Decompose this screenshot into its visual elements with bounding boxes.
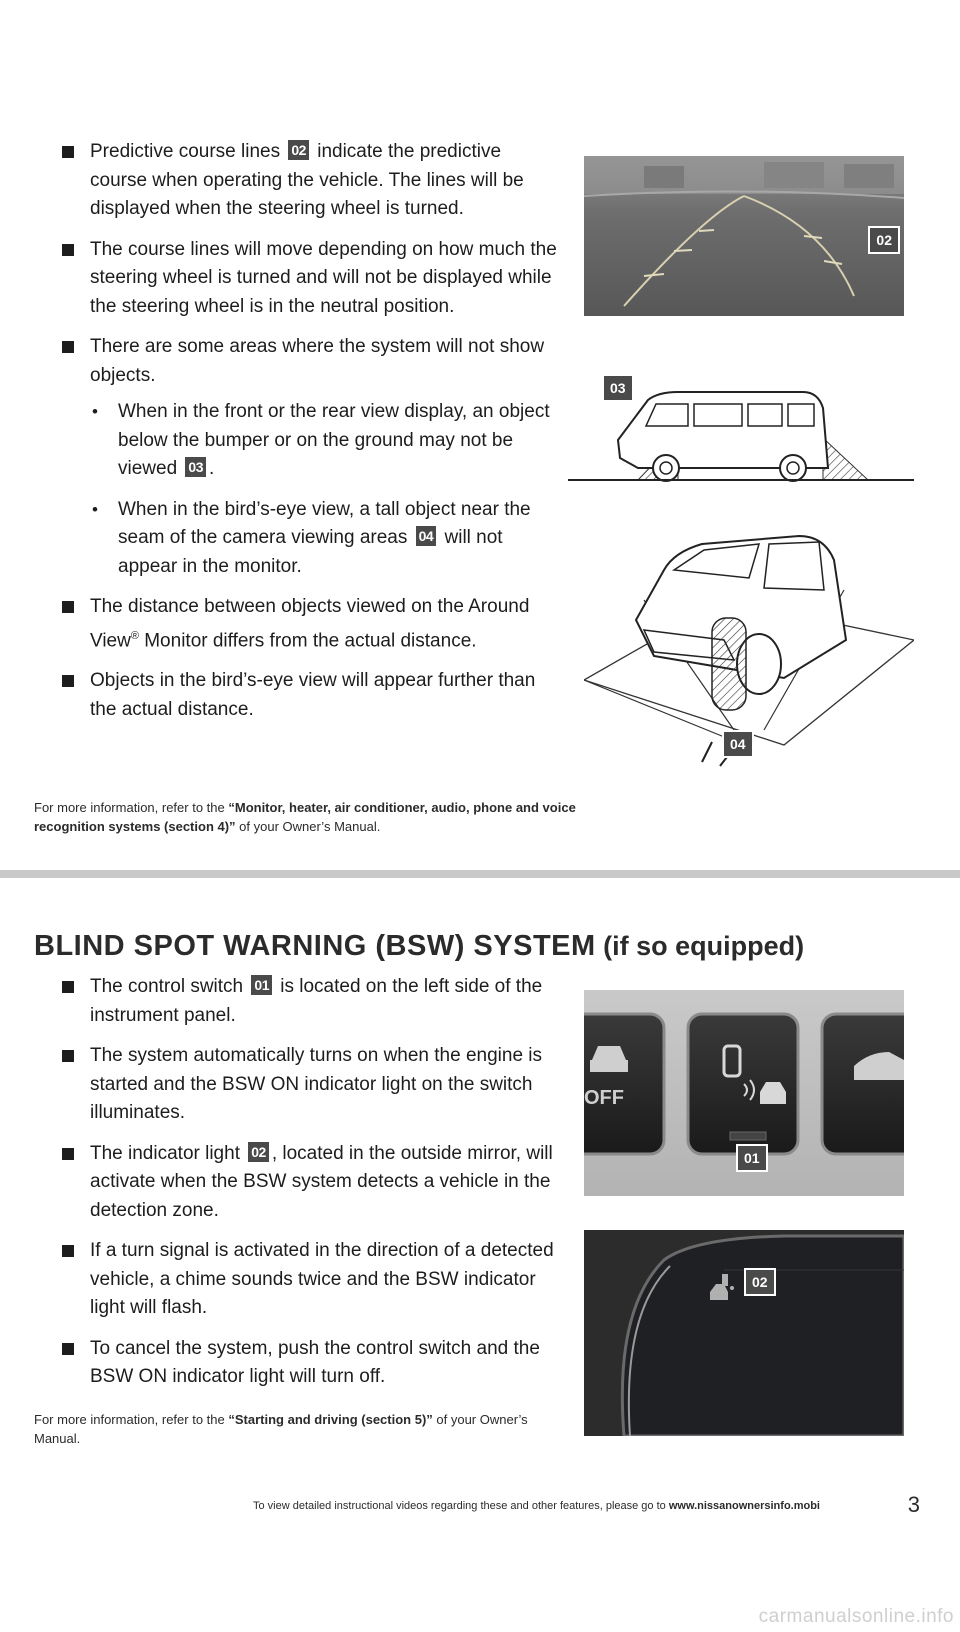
bsw-bullet-list bbox=[62, 973, 562, 1404]
rear-camera-image bbox=[584, 156, 904, 316]
bullet-text: , located in the outside mirror, will activate when the BSW system detects a vehicle in the detection zone. bbox=[90, 1142, 553, 1221]
van-front-badge: 04 bbox=[722, 730, 754, 758]
bsw-mirror-figure bbox=[584, 1230, 904, 1436]
bullet-turn-signal: If a turn signal is activated in the direction of a detected vehicle, a chime sounds twice and the BSW indicator light will flash. bbox=[62, 1237, 562, 1323]
bullet-distance-differs bbox=[62, 593, 572, 655]
bsw-reference-note bbox=[34, 1410, 544, 1448]
bullet-predictive-lines bbox=[62, 138, 562, 224]
footer-text: To view detailed instructional videos regarding these and other features, please go to bbox=[253, 1500, 669, 1512]
bullet-text: is located on the left side of the instrument panel. bbox=[90, 976, 543, 1026]
bullet-text: The control switch bbox=[90, 976, 249, 997]
bullet-text: When in the front or the rear view display, an object below the bumper or on the ground may not be viewed bbox=[118, 401, 550, 479]
note-text: of your Owner’s Manual. bbox=[235, 819, 381, 834]
bullet-text: indicate the predictive course when operating the vehicle. The lines will be displayed when the steering wheel is turned. bbox=[90, 141, 524, 219]
mirror-image bbox=[584, 1230, 904, 1436]
mirror-badge: 02 bbox=[744, 1268, 776, 1296]
bullet-indicator-light bbox=[62, 1140, 562, 1226]
page-number: 3 bbox=[907, 1492, 920, 1517]
bullet-text: . bbox=[209, 458, 215, 479]
bullet-appear-further: Objects in the bird’s-eye view will appear further than the actual distance. bbox=[62, 667, 562, 724]
van-front-figure bbox=[584, 530, 914, 770]
rear-camera-figure bbox=[584, 156, 904, 316]
note-bold-ref: “Monitor, heater, air conditioner, audio, phone and voice recognition systems (section 4)” bbox=[34, 800, 576, 834]
note-bold-ref: “Starting and driving (section 5)” bbox=[228, 1412, 433, 1427]
bullet-text: Monitor differs from the actual distance. bbox=[138, 629, 477, 651]
bsw-section-title bbox=[34, 930, 804, 963]
bullet-text: The indicator light bbox=[90, 1142, 246, 1164]
bullet-control-switch bbox=[62, 973, 562, 1030]
bullet-areas-not-shown: There are some areas where the system will not show objects. bbox=[62, 333, 562, 390]
section-divider bbox=[0, 870, 960, 878]
bullet-text: The distance between objects viewed on the Around View bbox=[90, 596, 530, 651]
bullet-course-lines-move: The course lines will move depending on how much the steering wheel is turned and will not be displayed while the steering wheel is in the neutral position. bbox=[62, 236, 562, 322]
bullet-auto-on: The system automatically turns on when the engine is started and the BSW ON indicator light on the switch illuminates. bbox=[62, 1042, 562, 1128]
camera-badge: 02 bbox=[868, 226, 900, 254]
badge-01: 01 bbox=[251, 975, 272, 995]
badge-04: 04 bbox=[416, 526, 437, 546]
note-text: of your Owner’s Manual. bbox=[34, 1412, 528, 1446]
top-reference-note bbox=[34, 798, 594, 836]
sub-bullet-birds-eye bbox=[62, 496, 562, 582]
bullet-text: Predictive course lines bbox=[90, 141, 286, 162]
badge-02: 02 bbox=[248, 1142, 269, 1162]
title-main: BLIND SPOT WARNING (BSW) SYSTEM bbox=[34, 930, 596, 962]
badge-02: 02 bbox=[288, 140, 309, 160]
footer-url-link[interactable]: www.nissanownersinfo.mobi bbox=[668, 1500, 820, 1512]
van-side-figure bbox=[568, 378, 914, 490]
watermark: carmanualsonline.info bbox=[758, 1606, 954, 1627]
sub-bullet-front-rear bbox=[62, 398, 562, 484]
top-bullet-list bbox=[62, 138, 562, 736]
title-sub: (if so equipped) bbox=[595, 931, 805, 961]
van-side-badge: 03 bbox=[602, 374, 634, 402]
bullet-text: When in the bird’s-eye view, a tall object near the seam of the camera viewing areas bbox=[118, 498, 531, 548]
badge-03: 03 bbox=[185, 457, 206, 477]
bsw-switch-figure bbox=[584, 990, 904, 1196]
registered-mark: ® bbox=[130, 629, 139, 642]
note-text: For more information, refer to the bbox=[34, 800, 229, 815]
switch-badge: 01 bbox=[736, 1144, 768, 1172]
bullet-text: will not appear in the monitor. bbox=[118, 527, 503, 577]
note-text: For more information, refer to the bbox=[34, 1412, 229, 1427]
switch-off-text: OFF bbox=[584, 1087, 624, 1109]
bullet-cancel: To cancel the system, push the control switch and the BSW ON indicator light will turn off. bbox=[62, 1335, 562, 1392]
footer-note bbox=[0, 1500, 960, 1512]
